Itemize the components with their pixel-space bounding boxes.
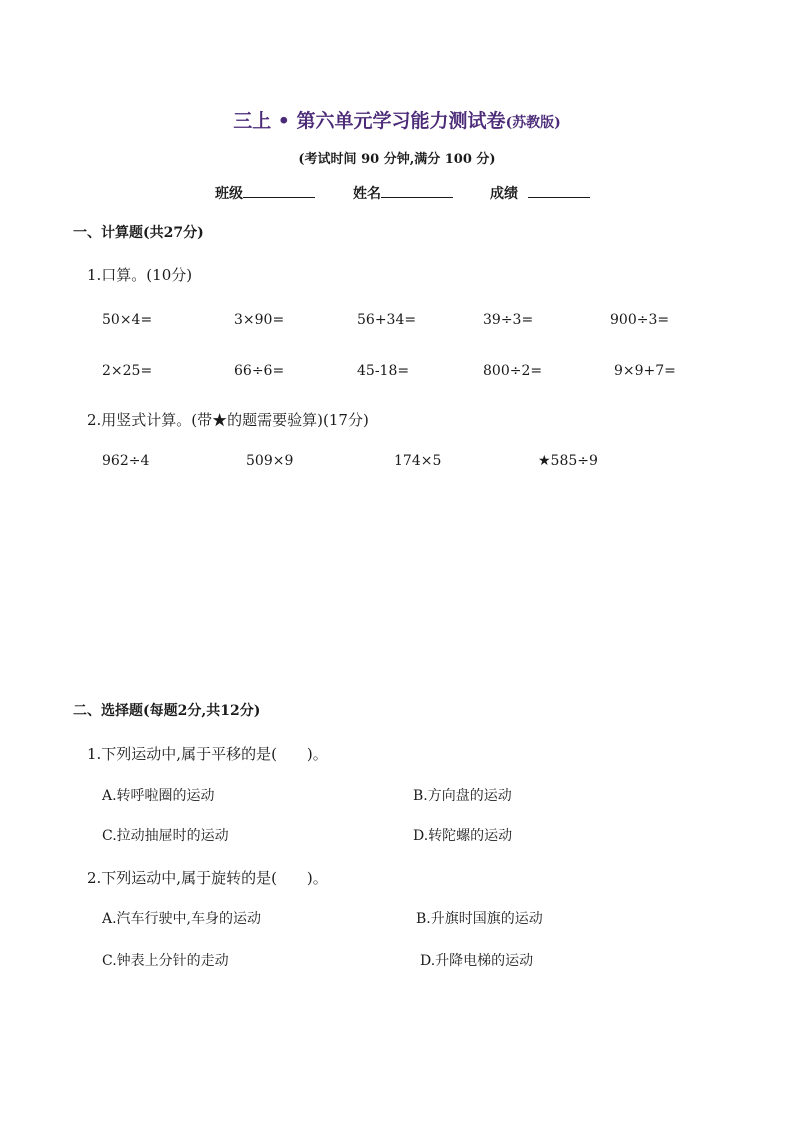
section-heading-calculation: 一、计算题(共27分)	[73, 225, 204, 241]
score-blank[interactable]	[528, 183, 590, 198]
mental-math-item: 39÷3=	[483, 312, 534, 328]
mental-math-item: 9×9+7=	[614, 363, 676, 379]
question-vertical-calc: 2.用竖式计算。(带★的题需要验算)(17分)	[87, 411, 369, 429]
question-rotation: 2.下列运动中,属于旋转的是( )。	[87, 869, 328, 887]
option-d[interactable]: D.升降电梯的运动	[420, 953, 534, 969]
mental-math-item: 2×25=	[102, 363, 153, 379]
page-title	[0, 106, 794, 133]
score-label: 成绩	[490, 186, 518, 202]
option-b[interactable]: B.升旗时国旗的运动	[416, 911, 543, 927]
title-main: 三上 • 第六单元学习能力测试卷	[233, 110, 506, 132]
vertical-calc-item: ★585÷9	[538, 453, 598, 469]
mental-math-item: 45-18=	[357, 363, 410, 379]
name-label: 姓名	[353, 186, 381, 202]
mental-math-item: 50×4=	[102, 312, 153, 328]
class-field	[215, 183, 315, 203]
question-translation: 1.下列运动中,属于平移的是( )。	[87, 745, 328, 763]
mental-math-item: 900÷3=	[610, 312, 670, 328]
mental-math-item: 3×90=	[234, 312, 285, 328]
name-field	[353, 183, 453, 203]
score-field	[490, 183, 590, 203]
option-c[interactable]: C.钟表上分针的走动	[102, 953, 229, 969]
title-edition: (苏教版)	[505, 115, 561, 131]
exam-subtitle: (考试时间 90 分钟,满分 100 分)	[298, 152, 496, 167]
option-a[interactable]: A.汽车行驶中,车身的运动	[102, 911, 262, 927]
option-b[interactable]: B.方向盘的运动	[413, 788, 512, 804]
mental-math-item: 800÷2=	[483, 363, 543, 379]
vertical-calc-item: 174×5	[394, 453, 442, 469]
name-blank[interactable]	[381, 183, 453, 198]
option-c[interactable]: C.拉动抽屉时的运动	[102, 828, 229, 844]
class-label: 班级	[215, 186, 243, 202]
mental-math-item: 66÷6=	[234, 363, 285, 379]
mental-math-item: 56+34=	[357, 312, 417, 328]
option-d[interactable]: D.转陀螺的运动	[413, 828, 513, 844]
vertical-calc-item: 962÷4	[102, 453, 150, 469]
section-heading-choice: 二、选择题(每题2分,共12分)	[73, 703, 261, 719]
class-blank[interactable]	[243, 183, 315, 198]
question-mental-math: 1.口算。(10分)	[87, 266, 193, 284]
option-a[interactable]: A.转呼啦圈的运动	[102, 788, 215, 804]
vertical-calc-item: 509×9	[246, 453, 294, 469]
